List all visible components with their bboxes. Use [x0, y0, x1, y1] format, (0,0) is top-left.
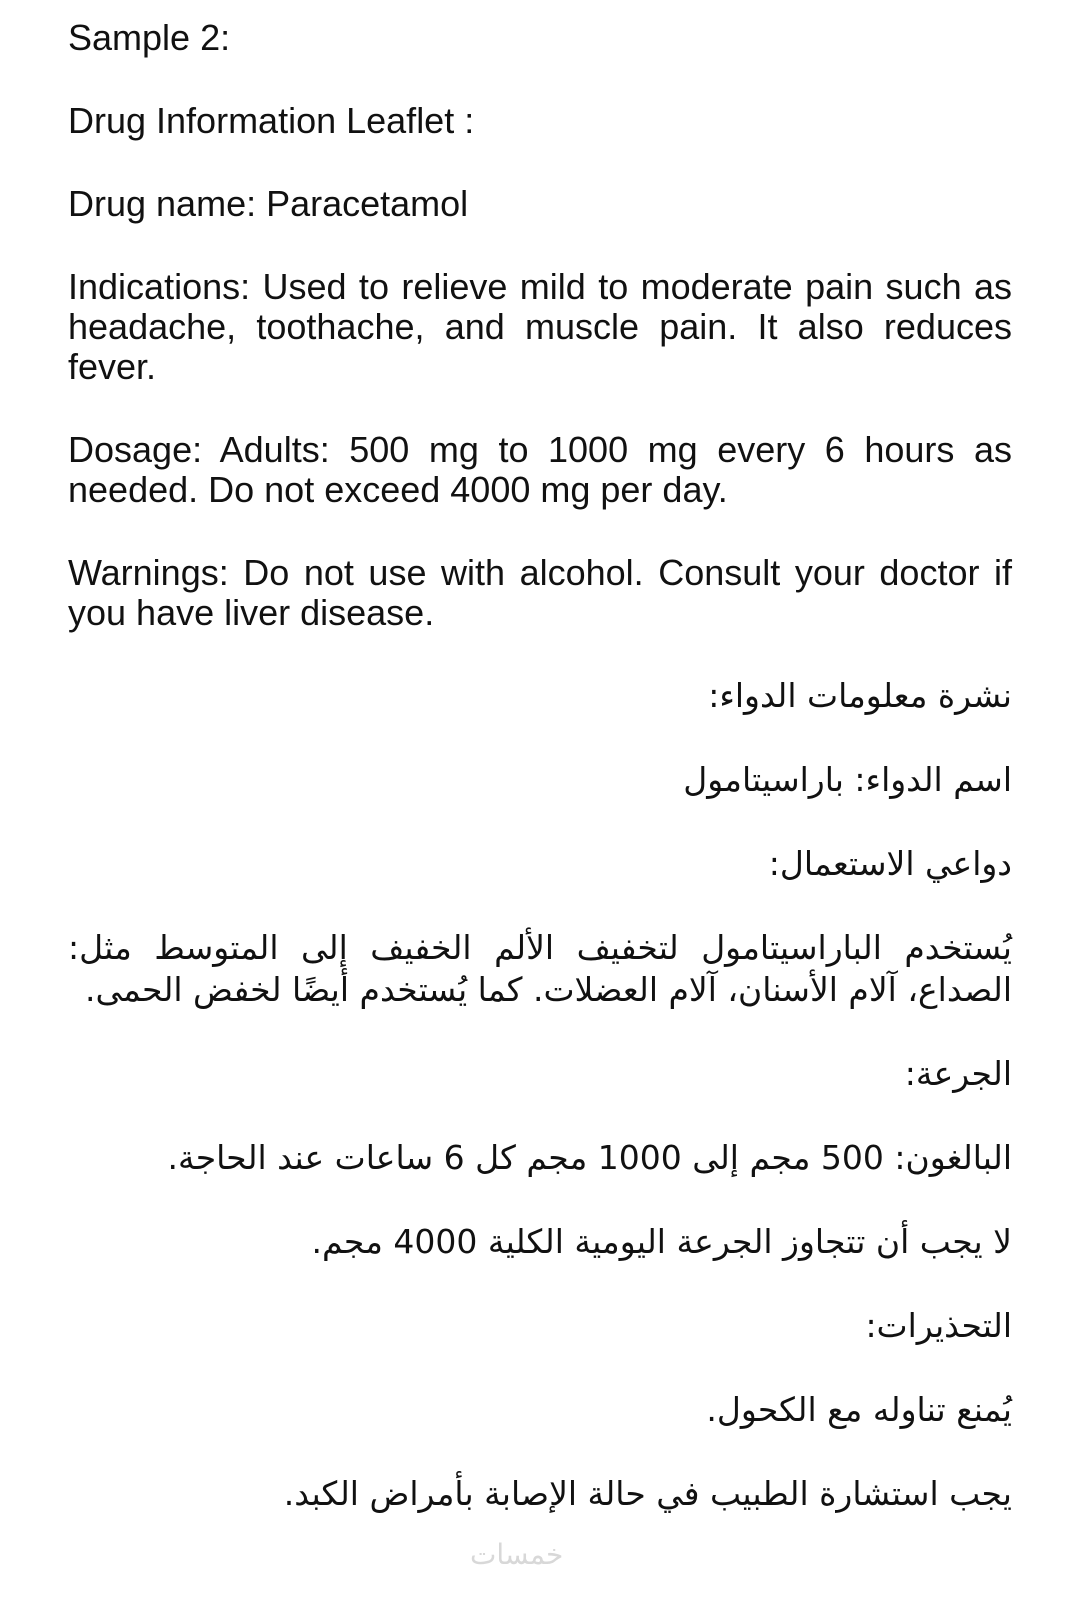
- dosage-heading-ar: الجرعة:: [904, 1054, 1012, 1093]
- document-page: [68, 18, 1012, 1515]
- drug-name-en: Drug name: Paracetamol: [68, 183, 469, 224]
- indications-text-ar: يُستخدم الباراسيتامول لتخفيف الألم الخفيف إلى المتوسط مثل: الصداع، آلام الأسنان، آلام العضلات. كما يُستخدم أيضًا لخفض الحمى.: [68, 928, 1012, 1009]
- dosage-adults-ar: البالغون: 500 مجم إلى 1000 مجم كل 6 ساعات عند الحاجة.: [167, 1138, 1012, 1177]
- warnings-heading-ar: التحذيرات:: [865, 1306, 1012, 1345]
- drug-name-ar: اسم الدواء: باراسيتامول: [683, 760, 1012, 799]
- warning-liver-ar: يجب استشارة الطبيب في حالة الإصابة بأمراض الكبد.: [283, 1474, 1012, 1513]
- warnings-en: Warnings: Do not use with alcohol. Consult your doctor if you have liver disease.: [68, 552, 1012, 633]
- dosage-limit-ar: لا يجب أن تتجاوز الجرعة اليومية الكلية 4000 مجم.: [311, 1222, 1012, 1261]
- indications-heading-ar: دواعي الاستعمال:: [768, 844, 1012, 883]
- dosage-en: Dosage: Adults: 500 mg to 1000 mg every 6 hours as needed. Do not exceed 4000 mg per day.: [68, 429, 1012, 510]
- indications-en: Indications: Used to relieve mild to moderate pain such as headache, toothache, and muscle pain. It also reduces fever.: [68, 266, 1012, 387]
- leaflet-title-en: Drug Information Leaflet :: [68, 100, 475, 141]
- sample-label: Sample 2:: [68, 17, 231, 58]
- leaflet-title-ar: نشرة معلومات الدواء:: [708, 676, 1012, 715]
- warning-alcohol-ar: يُمنع تناوله مع الكحول.: [706, 1390, 1012, 1429]
- watermark-text: خمسات: [470, 1538, 564, 1571]
